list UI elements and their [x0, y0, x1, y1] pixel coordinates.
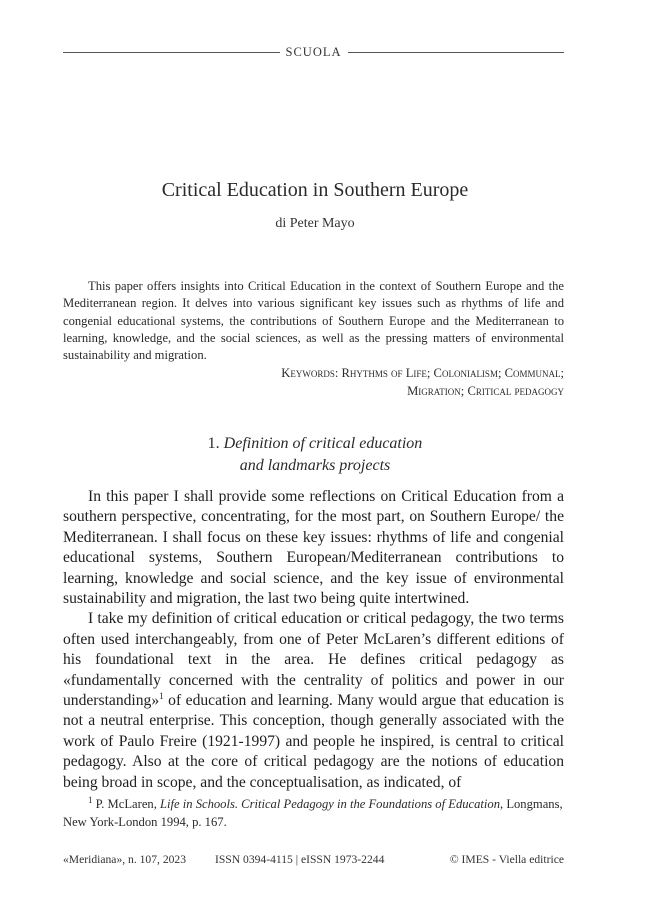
body-paragraph-1: In this paper I shall provide some reflections on Critical Education from a southern perspective, concentrating, for the most part, on Southern Europe/ the Mediterranean. I shall focus on these key issues: rhythms of life and congenial educational systems, Southern European/Mediterranean contributions to learning, knowledge and social science, and the key issue of environmental sustainability and migration, the last two being quite intertwined.: [63, 488, 564, 608]
keywords: [63, 365, 564, 400]
keywords-label: Keywords:: [281, 366, 339, 381]
body-paragraph-2: [63, 609, 564, 793]
footer-journal: «Meridiana», n. 107, 2023: [63, 853, 187, 866]
footnote-marker: 1: [88, 794, 93, 805]
section-heading: [0, 433, 630, 477]
footnote-book-title: Life in Schools. Critical Pedagogy in the Foundations of Education,: [160, 797, 504, 811]
keywords-line-1: Rhythms of Life; Colonialism; Communal;: [341, 366, 564, 381]
keywords-line-2: Migration; Critical pedagogy: [407, 383, 564, 398]
header-rule-left: [63, 52, 280, 53]
body-text: [63, 487, 564, 793]
footnote-author: P. McLaren,: [95, 797, 161, 811]
abstract: [63, 278, 564, 400]
abstract-text: This paper offers insights into Critical Education in the context of Southern Europe and the Mediterranean region. It delves into various significant key issues such as rhythms of life and congenial educational systems, the contributions of Southern Europe and the Mediterranean to learning, knowledge, and the social sciences, as well as the pressing matters of environmental sustainability and migration.: [63, 279, 564, 363]
footer-publisher: © IMES - Viella editrice: [449, 853, 564, 866]
footnote-reference[interactable]: 1: [159, 690, 164, 701]
section-title-line-2: and landmarks projects: [239, 457, 391, 474]
body-paragraph-2-part-b: of education and learning. Many would argue that education is not a neutral enterprise. This conception, though generally associated with the work of Paulo Freire (1921-1997) and people he inspired, is central to critical pedagogy. Also at the core of critical pedagogy are the notions of education being broad in scope, and the conceptualisation, as indicated, of: [63, 692, 564, 791]
header-label: SCUOLA: [285, 44, 342, 59]
page-footer: [63, 853, 564, 871]
article-title: Critical Education in Southern Europe: [161, 179, 469, 201]
running-header: [63, 44, 564, 60]
article-author: di Peter Mayo: [275, 216, 355, 231]
section-number: 1.: [207, 435, 220, 452]
footnote: [63, 795, 564, 831]
footer-issn: ISSN 0394-4115 | eISSN 1973-2244: [215, 853, 385, 866]
footnote-rest: Longmans, New York-London 1994, p. 167.: [63, 797, 563, 829]
section-title-line-1: Definition of critical education: [223, 435, 423, 452]
body-paragraph-2-part-a: I take my definition of critical education or critical pedagogy, the two terms often used interchangeably, from one of Peter McLaren’s different editions of his foundational text in the area. He defines critical pedagogy as «fundamentally concerned with the centrality of politics and power in our understanding»: [63, 610, 564, 710]
header-rule-right: [348, 52, 565, 53]
